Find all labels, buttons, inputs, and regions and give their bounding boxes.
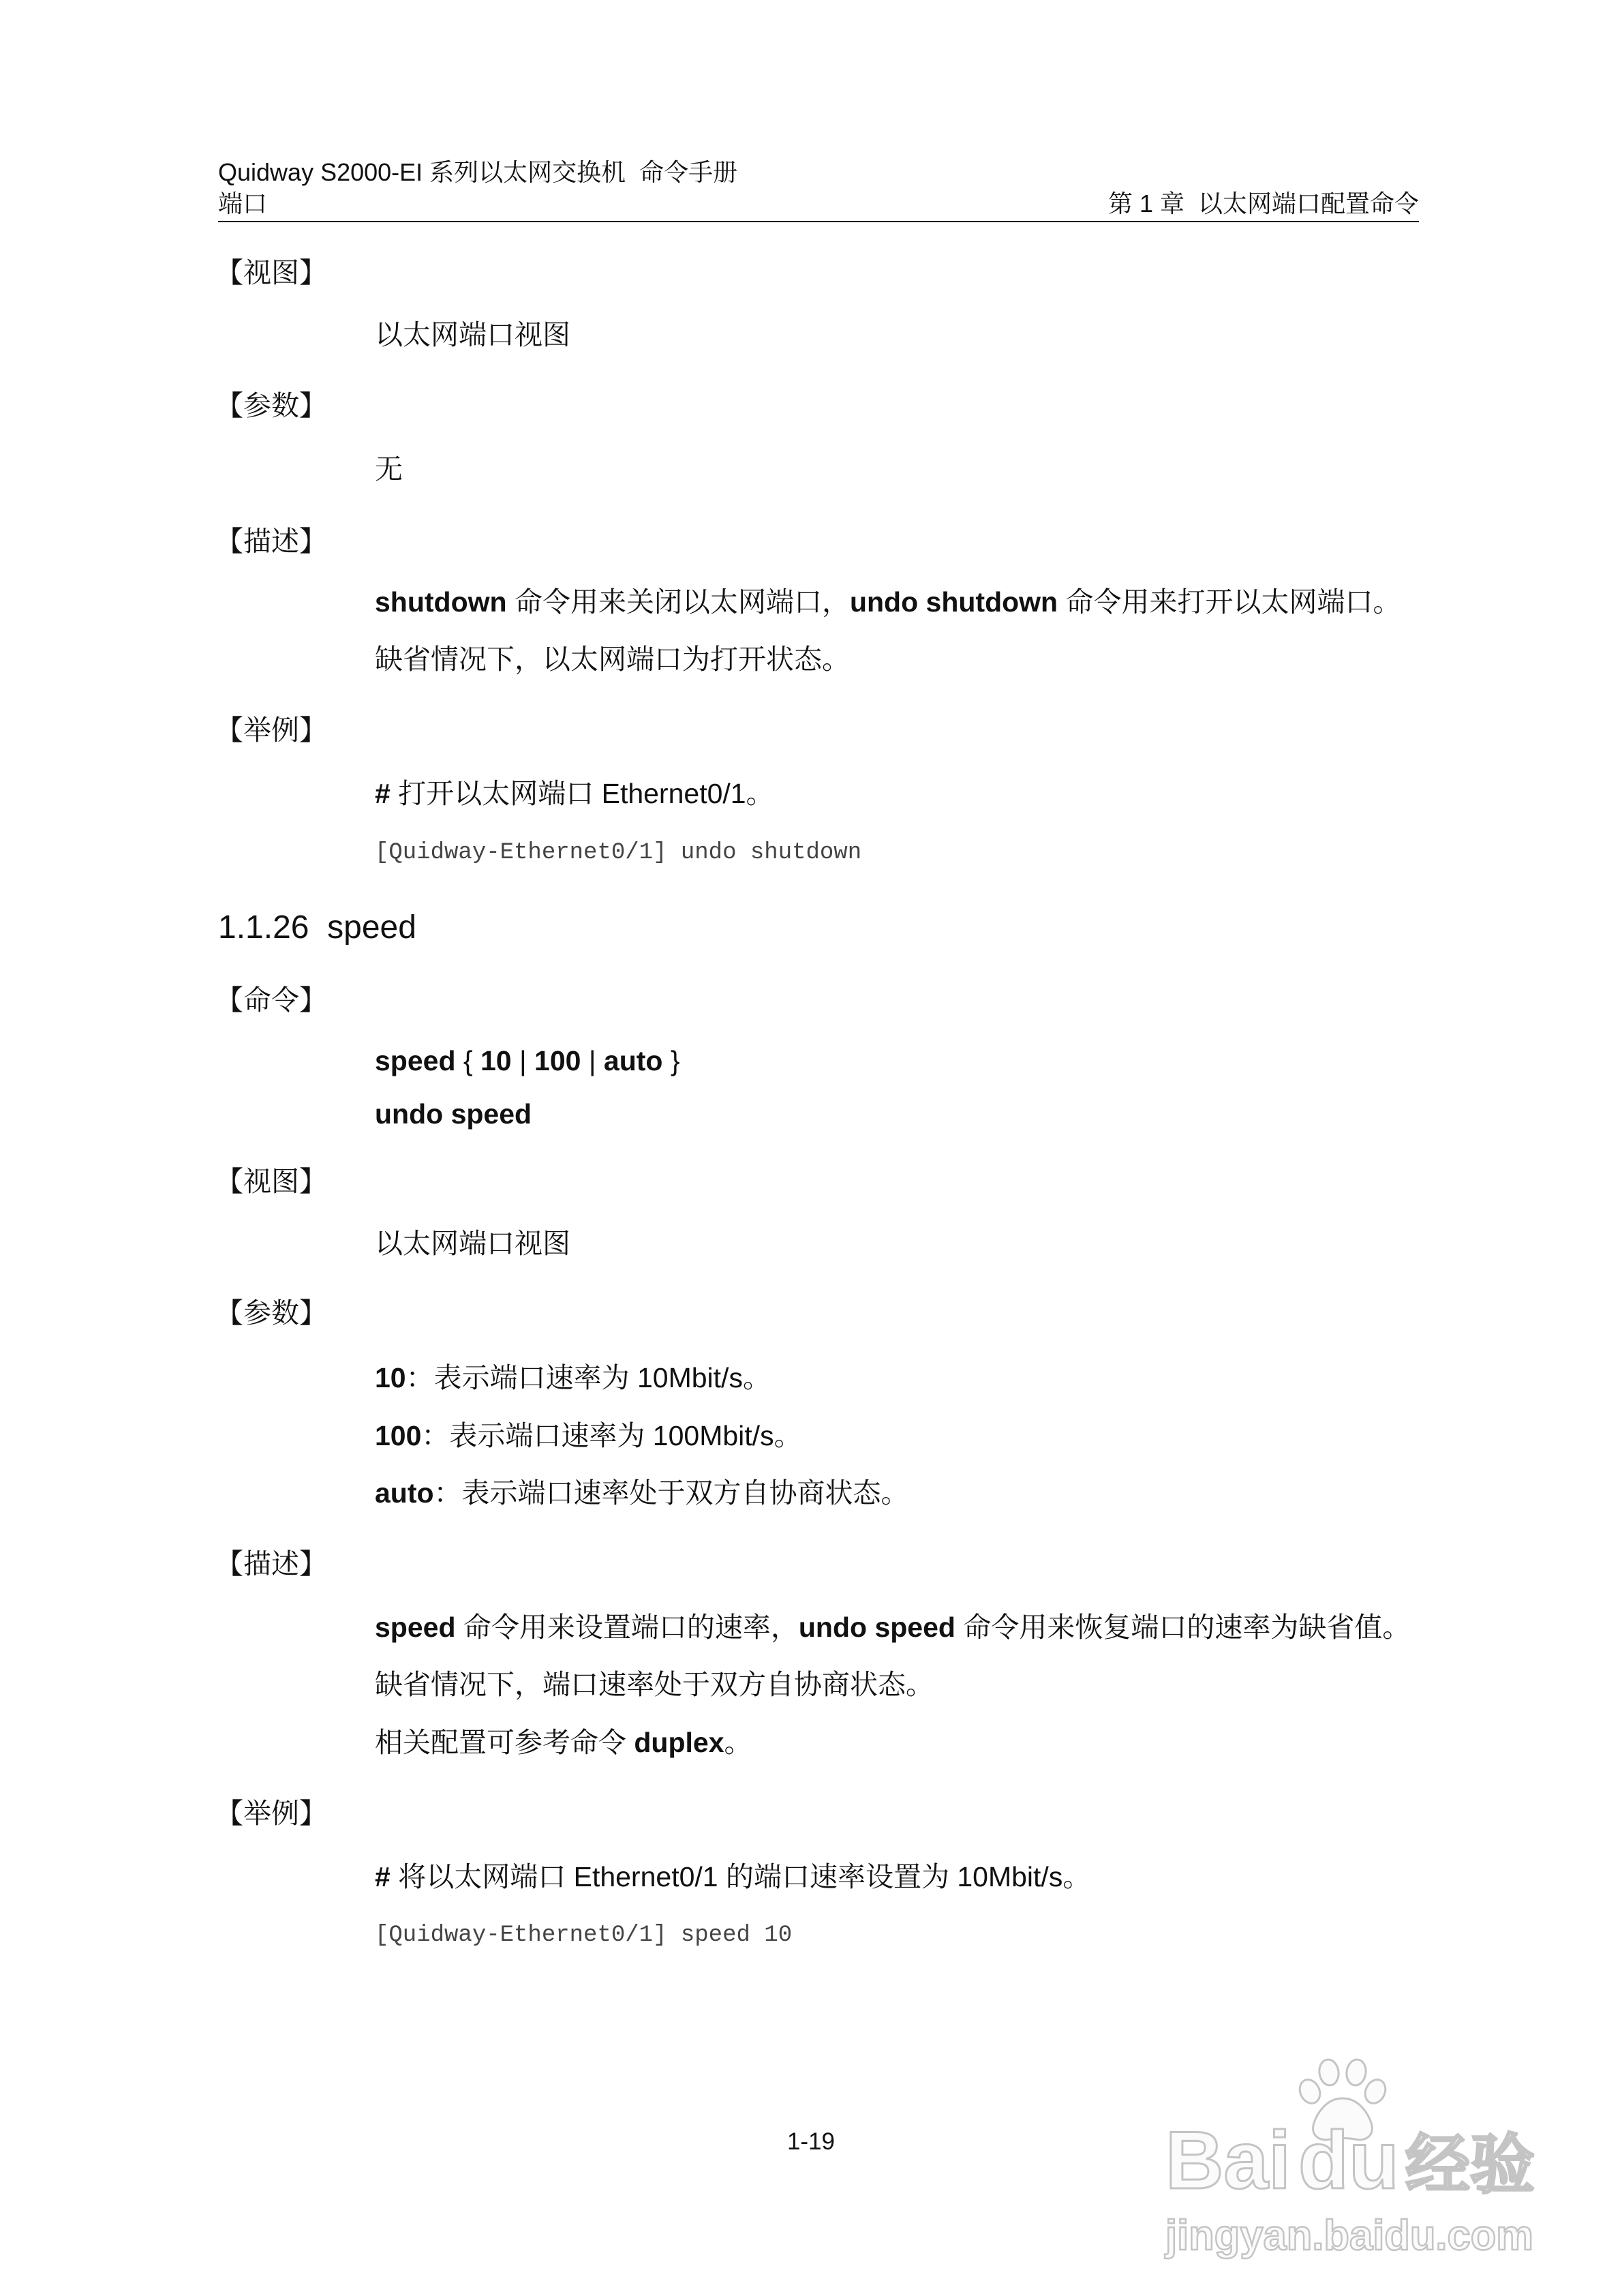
syntax-punct: | xyxy=(581,1045,604,1076)
watermark-url: jingyan.baidu.com xyxy=(1165,2212,1533,2259)
comment-hash: # xyxy=(375,1861,391,1892)
desc-text: 命令用来关闭以太网端口， xyxy=(506,586,850,618)
desc-text: 命令用来打开以太网端口。 xyxy=(1058,586,1401,618)
params-text: 无 xyxy=(375,453,403,485)
command-keyword: undo speed xyxy=(798,1612,955,1643)
desc-text: 命令用来恢复端口的速率为缺省值。 xyxy=(955,1612,1411,1643)
param-text: ：表示端口速率为 100Mbit/s。 xyxy=(421,1420,802,1451)
example-text: 将以太网端口 Ethernet0/1 的端口速率设置为 10Mbit/s。 xyxy=(390,1861,1091,1892)
baidu-watermark xyxy=(1159,2052,1554,2270)
syntax-punct: { xyxy=(455,1045,480,1076)
command-keyword: undo shutdown xyxy=(849,586,1058,618)
param-item xyxy=(375,1418,802,1453)
example-line xyxy=(375,776,774,811)
view-label: 【视图】 xyxy=(215,257,327,288)
section-heading: 1.1.26 speed xyxy=(218,909,416,946)
param-item xyxy=(375,1360,771,1395)
syntax-option: auto xyxy=(603,1045,663,1076)
command-keyword: shutdown xyxy=(375,586,507,618)
watermark-brand-left: Bai xyxy=(1165,2115,1291,2206)
example-text: 打开以太网端口 Ethernet0/1。 xyxy=(390,778,774,809)
example-code: [Quidway-Ethernet0/1] undo shutdown xyxy=(375,840,862,866)
watermark-brand-cn: 经验 xyxy=(1405,2129,1535,2201)
param-key: 10 xyxy=(375,1362,406,1393)
view-text: 以太网端口视图 xyxy=(375,319,570,350)
command-syntax-undo: undo speed xyxy=(375,1098,532,1130)
page-number: 1-19 xyxy=(786,2128,836,2155)
example-label: 【举例】 xyxy=(215,1798,327,1829)
header-section: 端口 xyxy=(218,190,268,217)
syntax-punct: } xyxy=(662,1045,680,1076)
params-label: 【参数】 xyxy=(215,1297,327,1329)
param-text: ：表示端口速率为 10Mbit/s。 xyxy=(406,1362,771,1393)
param-item xyxy=(375,1475,909,1511)
command-label: 【命令】 xyxy=(215,984,327,1016)
header-rule xyxy=(218,221,1419,222)
desc-text: 相关配置可参考命令 xyxy=(375,1727,634,1758)
example-label: 【举例】 xyxy=(215,714,327,746)
header-chapter: 第 1 章 以太网端口配置命令 xyxy=(1107,190,1419,217)
desc-line-2: 缺省情况下，端口速率处于双方自协商状态。 xyxy=(375,1669,934,1700)
param-key: 100 xyxy=(375,1420,422,1451)
view-label: 【视图】 xyxy=(215,1166,327,1197)
view-text: 以太网端口视图 xyxy=(375,1228,570,1259)
params-label: 【参数】 xyxy=(215,390,327,421)
command-keyword: speed xyxy=(375,1045,456,1076)
desc-label: 【描述】 xyxy=(215,1548,327,1580)
desc-line-2: 缺省情况下，以太网端口为打开状态。 xyxy=(375,644,850,675)
watermark-brand-right: du xyxy=(1298,2115,1399,2206)
command-syntax xyxy=(375,1043,680,1078)
param-text: ：表示端口速率处于双方自协商状态。 xyxy=(433,1477,909,1509)
syntax-option: 10 xyxy=(480,1045,512,1076)
param-key: auto xyxy=(375,1477,434,1509)
example-line xyxy=(375,1859,1090,1894)
desc-line-3 xyxy=(375,1725,752,1760)
desc-line-1 xyxy=(375,1610,1410,1645)
command-keyword: duplex xyxy=(634,1727,724,1758)
syntax-option: 100 xyxy=(534,1045,581,1076)
syntax-punct: | xyxy=(511,1045,535,1076)
desc-line-1 xyxy=(375,584,1401,620)
command-keyword: speed xyxy=(375,1612,456,1643)
comment-hash: # xyxy=(375,778,391,809)
desc-text: 命令用来设置端口的速率， xyxy=(455,1612,799,1643)
desc-text: 。 xyxy=(724,1727,752,1758)
header-title: Quidway S2000-EI 系列以太网交换机 命令手册 xyxy=(218,158,738,186)
desc-label: 【描述】 xyxy=(215,526,327,557)
example-code: [Quidway-Ethernet0/1] speed 10 xyxy=(375,1922,793,1948)
